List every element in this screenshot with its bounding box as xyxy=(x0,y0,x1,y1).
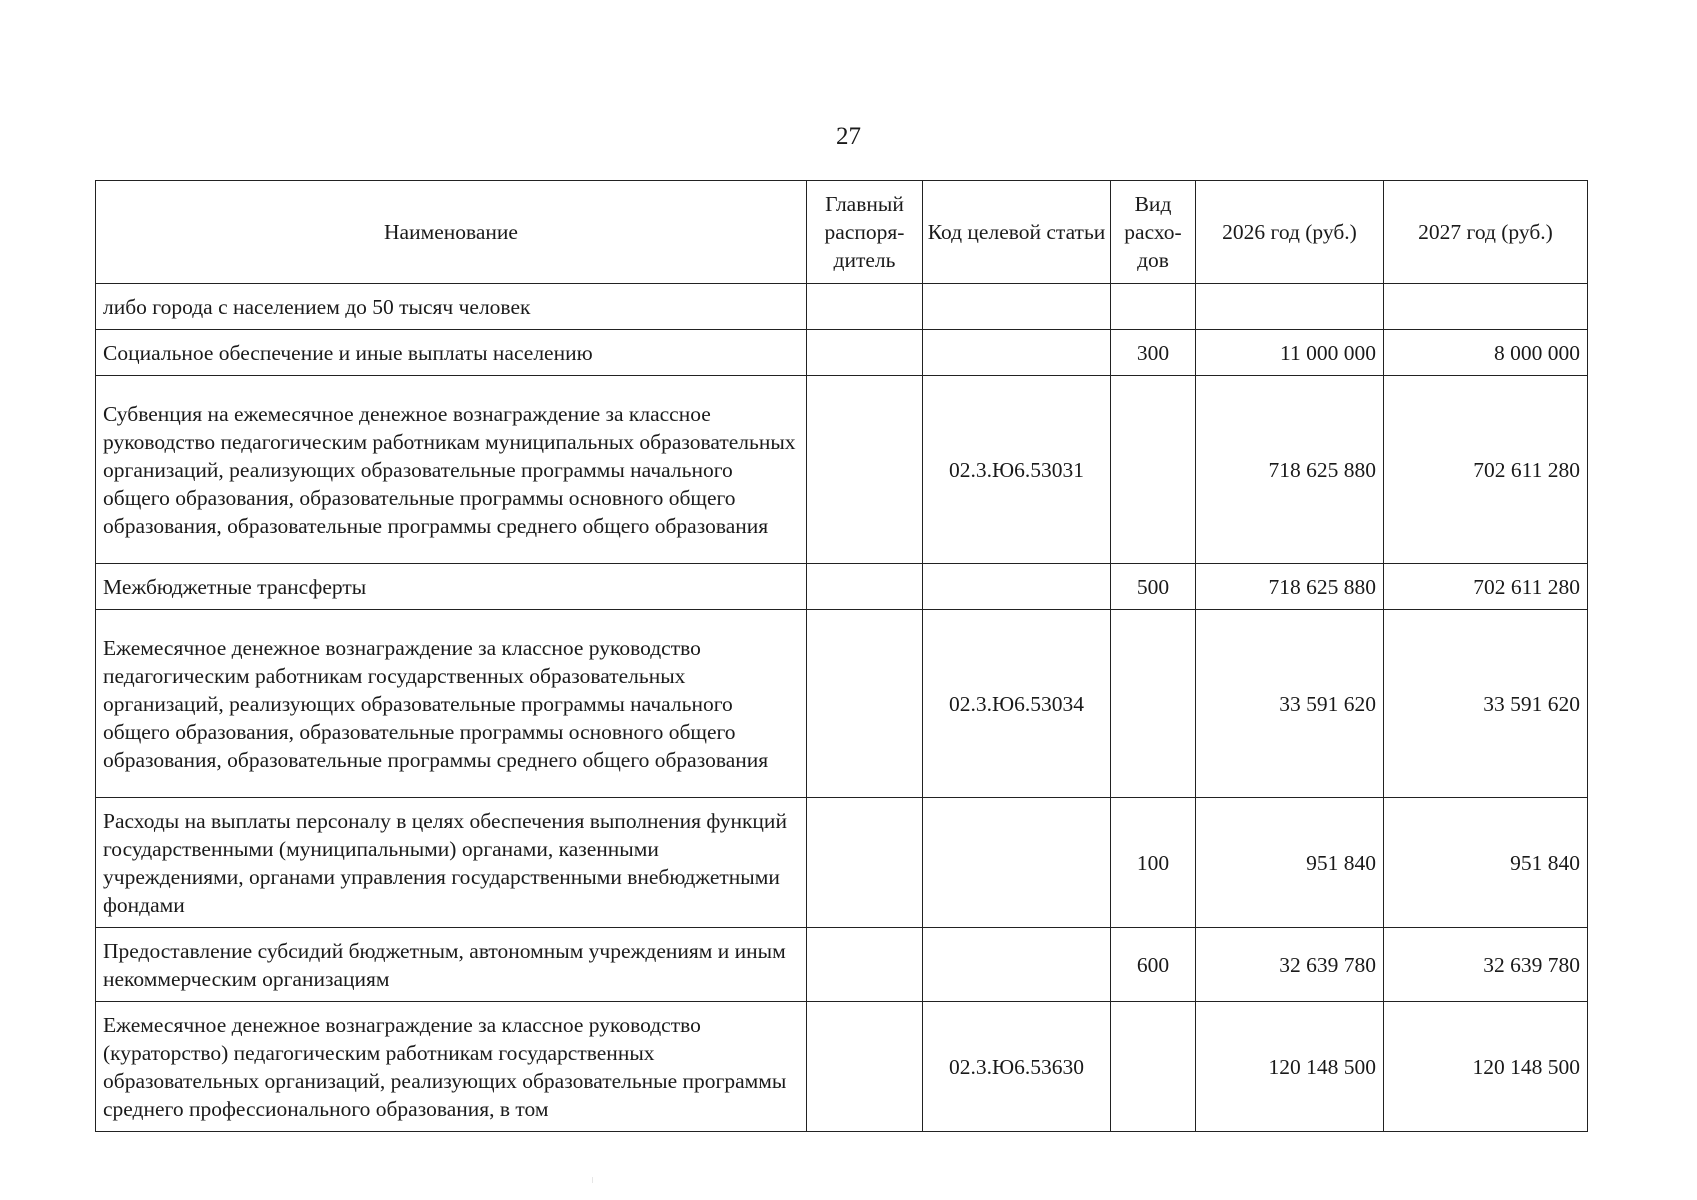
row-2026: 951 840 xyxy=(1196,798,1384,928)
row-2026: 11 000 000 xyxy=(1196,330,1384,376)
row-2027: 120 148 500 xyxy=(1384,1002,1588,1132)
row-expense-type xyxy=(1111,284,1196,330)
row-expense-type: 300 xyxy=(1111,330,1196,376)
row-code: 02.3.Ю6.53034 xyxy=(923,610,1111,798)
row-name: Расходы на выплаты персоналу в целях обеспечения выполнения функций государственными (муниципальными) органами, казенными учреждениями, органами управления государственными внебюджетными фондами xyxy=(96,798,807,928)
row-manager xyxy=(807,564,923,610)
row-name: Предоставление субсидий бюджетным, автономным учреждениям и иным некоммерческим организациям xyxy=(96,928,807,1002)
header-manager: Главный распоря-дитель xyxy=(807,181,923,284)
table-row xyxy=(96,376,1588,564)
budget-table xyxy=(95,180,1588,1132)
row-manager xyxy=(807,376,923,564)
row-name: Социальное обеспечение и иные выплаты населению xyxy=(96,330,807,376)
row-2026: 32 639 780 xyxy=(1196,928,1384,1002)
row-2027: 702 611 280 xyxy=(1384,564,1588,610)
header-expense-type: Вид расхо-дов xyxy=(1111,181,1196,284)
row-expense-type: 500 xyxy=(1111,564,1196,610)
table-row xyxy=(96,284,1588,330)
row-code xyxy=(923,564,1111,610)
page-number: 27 xyxy=(836,123,861,150)
table-row xyxy=(96,1002,1588,1132)
row-2026: 33 591 620 xyxy=(1196,610,1384,798)
header-name: Наименование xyxy=(96,181,807,284)
row-code xyxy=(923,330,1111,376)
row-2026: 120 148 500 xyxy=(1196,1002,1384,1132)
row-code: 02.3.Ю6.53630 xyxy=(923,1002,1111,1132)
scan-mark xyxy=(592,1177,593,1183)
row-name: Ежемесячное денежное вознаграждение за классное руководство (кураторство) педагогическим работникам государственных образовательных организаций, реализующих образовательные программы среднего профессионального образования, в том xyxy=(96,1002,807,1132)
row-2027: 33 591 620 xyxy=(1384,610,1588,798)
row-manager xyxy=(807,284,923,330)
table-row xyxy=(96,564,1588,610)
row-2027: 951 840 xyxy=(1384,798,1588,928)
table-header-row xyxy=(96,181,1588,284)
row-name: Межбюджетные трансферты xyxy=(96,564,807,610)
table-row xyxy=(96,330,1588,376)
row-2027 xyxy=(1384,284,1588,330)
row-manager xyxy=(807,1002,923,1132)
table-row xyxy=(96,928,1588,1002)
row-expense-type: 600 xyxy=(1111,928,1196,1002)
header-2027: 2027 год (руб.) xyxy=(1384,181,1588,284)
table-row xyxy=(96,798,1588,928)
header-2026: 2026 год (руб.) xyxy=(1196,181,1384,284)
table-row xyxy=(96,610,1588,798)
row-2027: 702 611 280 xyxy=(1384,376,1588,564)
row-2027: 8 000 000 xyxy=(1384,330,1588,376)
row-2026 xyxy=(1196,284,1384,330)
row-manager xyxy=(807,610,923,798)
row-manager xyxy=(807,928,923,1002)
row-2026: 718 625 880 xyxy=(1196,564,1384,610)
row-name: либо города с населением до 50 тысяч человек xyxy=(96,284,807,330)
row-2026: 718 625 880 xyxy=(1196,376,1384,564)
row-expense-type xyxy=(1111,376,1196,564)
row-code xyxy=(923,284,1111,330)
row-expense-type: 100 xyxy=(1111,798,1196,928)
header-code: Код целевой статьи xyxy=(923,181,1111,284)
row-name: Субвенция на ежемесячное денежное вознаграждение за классное руководство педагогическим работникам муниципальных образовательных организаций, реализующих образовательные программы начального общего образования, образовательные программы основного общего образования, образовательные программы среднего общего образования xyxy=(96,376,807,564)
row-expense-type xyxy=(1111,610,1196,798)
row-2027: 32 639 780 xyxy=(1384,928,1588,1002)
row-expense-type xyxy=(1111,1002,1196,1132)
row-code xyxy=(923,928,1111,1002)
row-code: 02.3.Ю6.53031 xyxy=(923,376,1111,564)
row-name: Ежемесячное денежное вознаграждение за классное руководство педагогическим работникам государственных образовательных организаций, реализующих образовательные программы начального общего образования, образовательные программы основного общего образования, образовательные программы среднего общего образования xyxy=(96,610,807,798)
row-manager xyxy=(807,330,923,376)
row-code xyxy=(923,798,1111,928)
row-manager xyxy=(807,798,923,928)
